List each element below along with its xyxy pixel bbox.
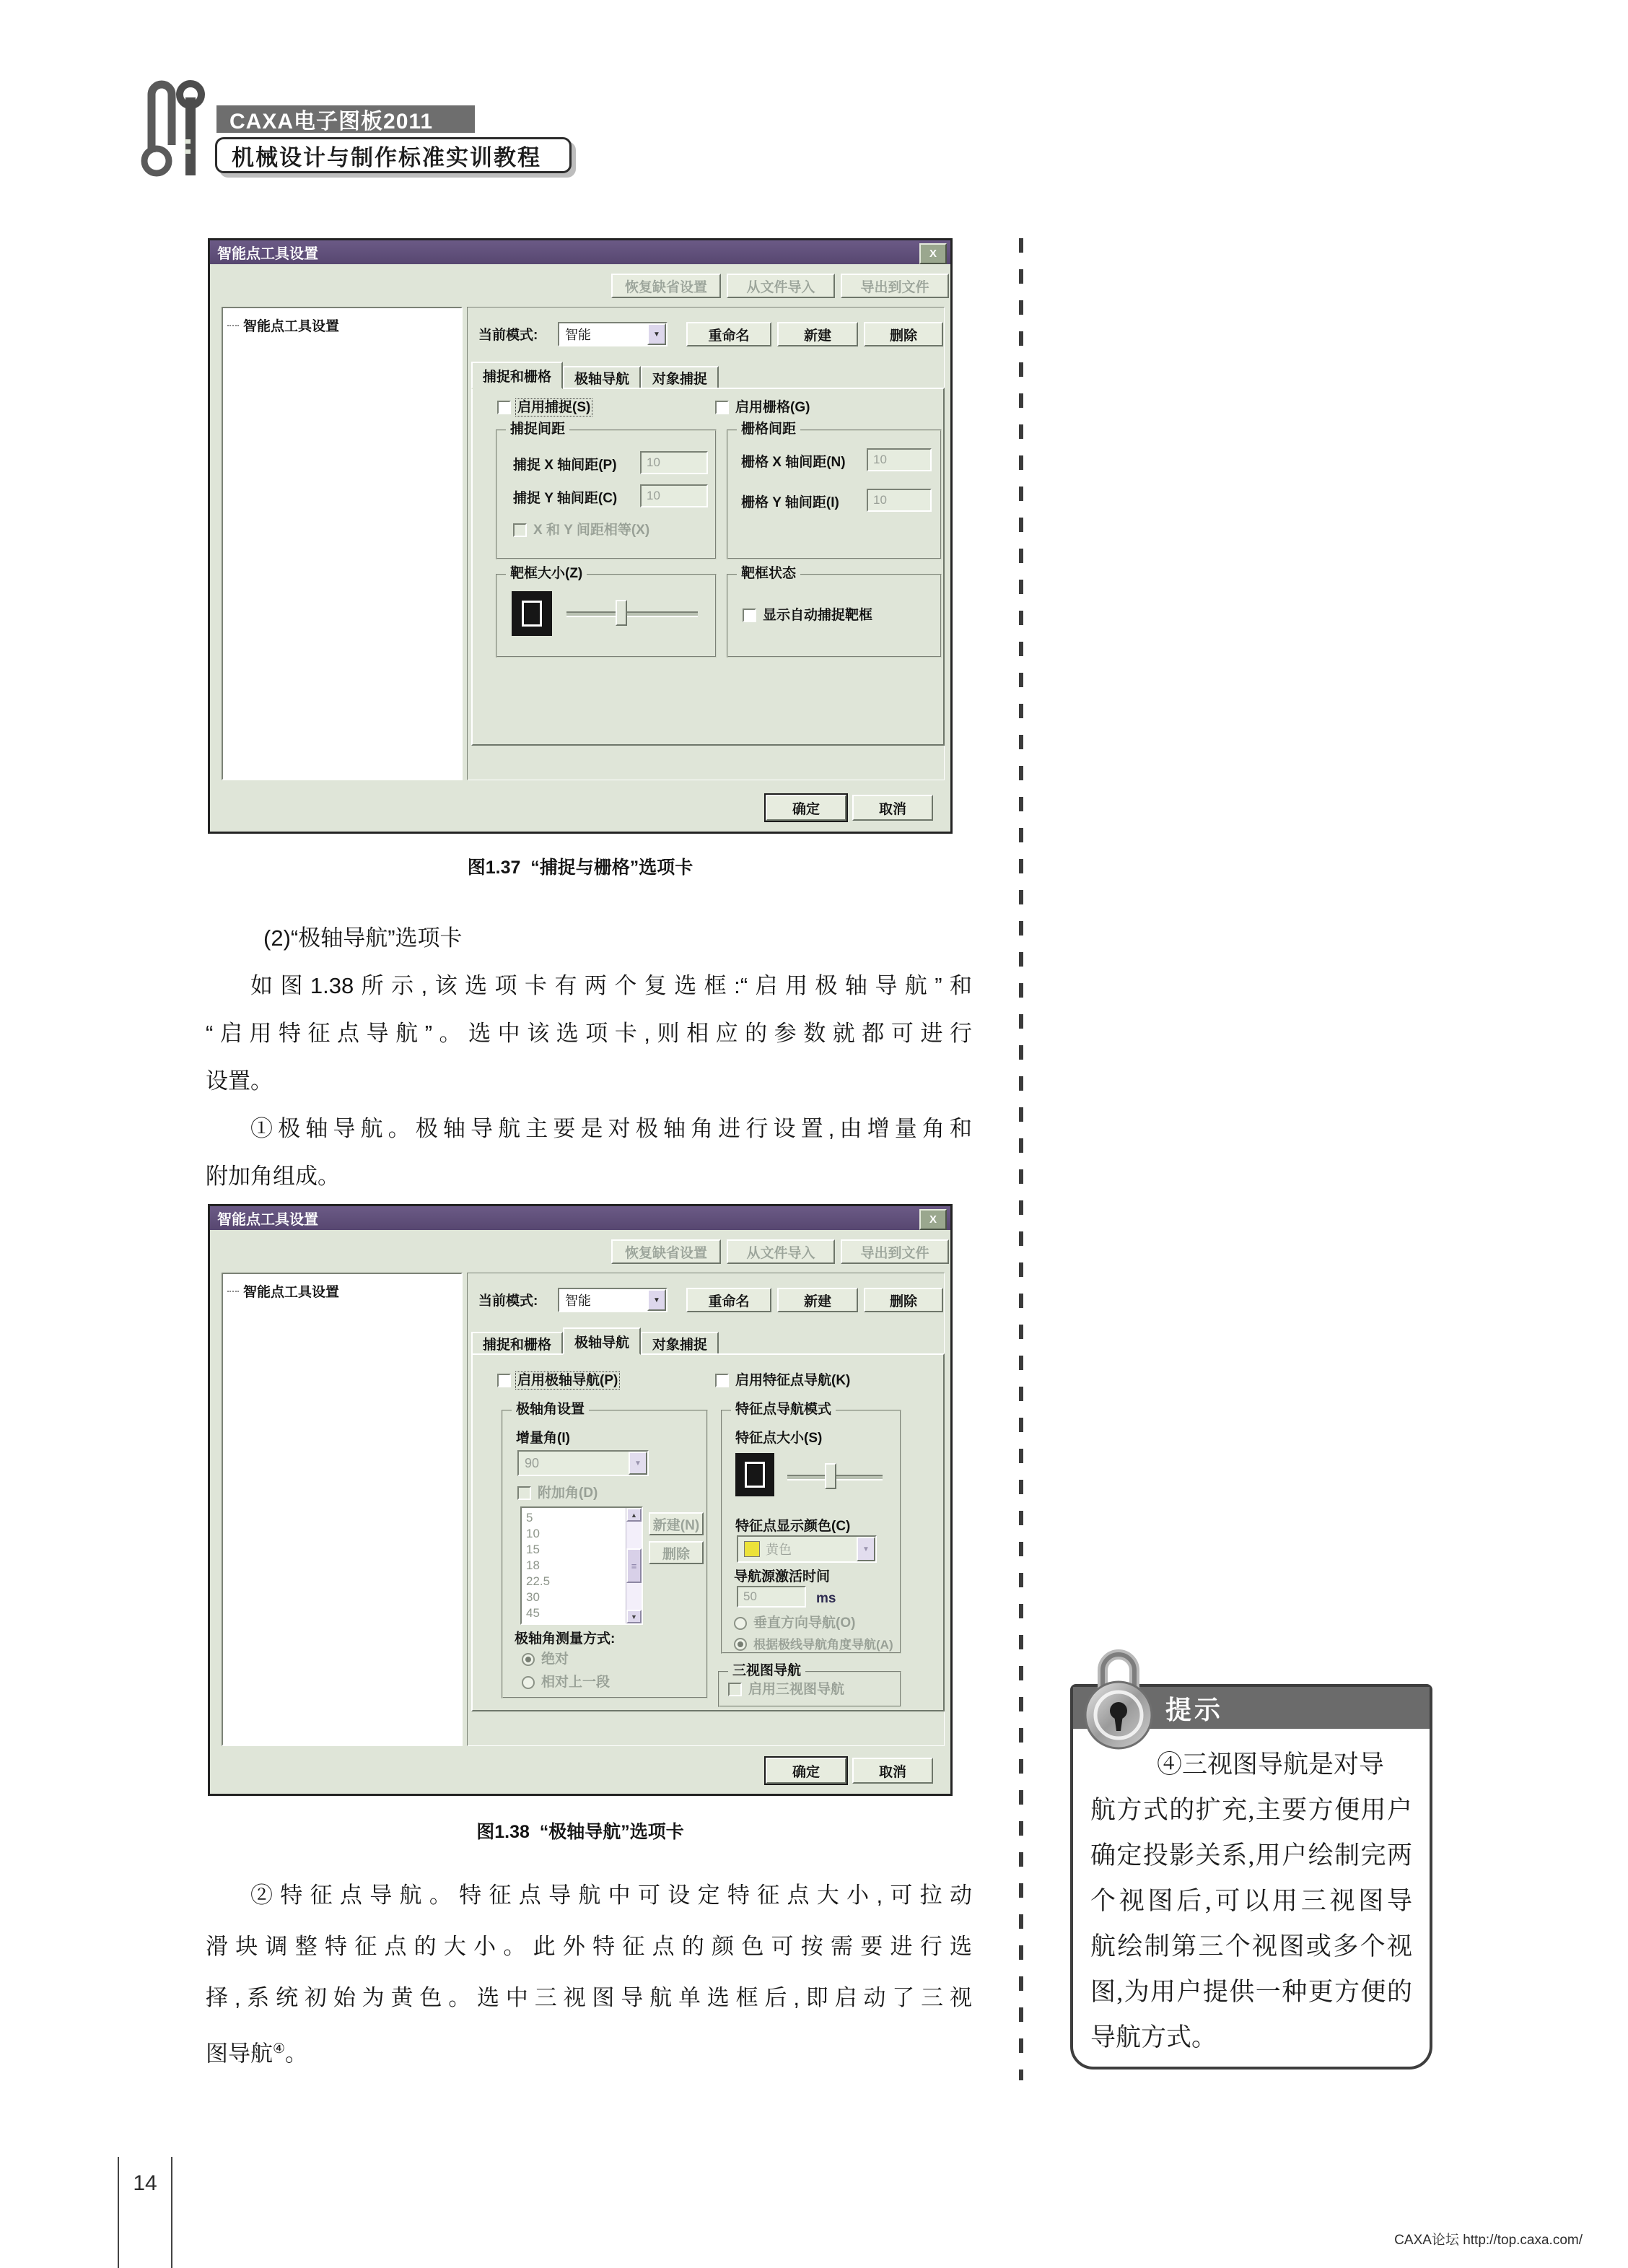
tab-strip [471, 360, 719, 389]
target-size-slider-track[interactable] [566, 611, 698, 617]
tab-polar-nav[interactable] [563, 1327, 641, 1355]
enable-polar-checkbox[interactable] [497, 1374, 511, 1387]
para2-line-text: 图导航 [206, 2041, 273, 2067]
dialog-smart-point-snap-grid [208, 238, 953, 834]
vertical-nav-radio-row [734, 1616, 855, 1630]
tab-snap-grid-label: 捕捉和栅格 [483, 369, 552, 385]
tab-polar-nav-label: 极轴导航 [574, 1335, 630, 1351]
increment-angle-label: 增量角(I) [516, 1431, 570, 1446]
header-series-text: CAXA电子图板2011 [229, 110, 434, 134]
target-state-group [727, 566, 942, 658]
ok-label: 确定 [792, 801, 820, 817]
figure-caption-137: 图1.37 “捕捉与栅格”选项卡 [467, 858, 693, 878]
cancel-button[interactable] [852, 1758, 933, 1784]
list-item[interactable]: 5 [526, 1511, 533, 1525]
tab-object-snap[interactable] [641, 1332, 719, 1353]
chevron-down-icon[interactable]: ▼ [647, 1289, 666, 1311]
close-icon[interactable] [919, 243, 947, 264]
close-glyph: X [929, 248, 937, 260]
list-item[interactable]: 15 [526, 1543, 540, 1556]
body-paragraph-2 [206, 1870, 972, 2075]
activation-time-input[interactable] [737, 1586, 806, 1608]
polar-angle-group-label: 极轴角设置 [512, 1403, 589, 1416]
tree-branch-line [227, 325, 239, 326]
angle-list-items [522, 1508, 626, 1623]
para1-line: “启用特征点导航”。选中该选项卡,则相应的参数就都可进行 [206, 1021, 972, 1046]
grid-x-label: 栅格 X 轴间距(N) [741, 455, 846, 470]
ok-button[interactable] [766, 795, 846, 821]
header-subtitle-banner [215, 137, 572, 173]
target-box-preview [512, 591, 552, 636]
scroll-up-icon[interactable]: ▲ [626, 1508, 642, 1522]
list-item[interactable]: 45 [526, 1606, 540, 1620]
absolute-label: 绝对 [541, 1652, 569, 1667]
tree-item-label: 智能点工具设置 [243, 1285, 340, 1300]
dialog-smart-point-polar-nav [208, 1204, 953, 1796]
tip-line: 航绘制第三个视图或多个视 [1090, 1932, 1412, 1960]
tab-object-snap[interactable] [641, 366, 719, 388]
new-label: 新建 [803, 1294, 831, 1309]
body-paragraph-1 [206, 915, 972, 1200]
grid-x-input[interactable] [867, 448, 932, 471]
vertical-nav-label: 垂直方向导航(O) [753, 1615, 856, 1631]
cancel-label: 取消 [878, 1764, 906, 1780]
rename-label: 重命名 [708, 1294, 750, 1309]
new-angle-button[interactable] [649, 1512, 704, 1535]
current-mode-value: 智能 [565, 1294, 591, 1308]
enable-snap-label: 启用捕捉(S) [517, 400, 591, 415]
xy-equal-row [513, 523, 649, 537]
absolute-radio[interactable] [522, 1653, 535, 1666]
new-angle-label: 新建(N) [652, 1517, 700, 1533]
snap-spacing-group [496, 422, 717, 559]
enable-feature-label: 启用特征点导航(K) [735, 1373, 851, 1388]
tip-line: 航方式的扩充,主要方便用户 [1090, 1796, 1412, 1824]
increment-angle-combo[interactable] [517, 1450, 649, 1476]
xy-equal-checkbox[interactable] [513, 523, 527, 537]
delete-button[interactable] [864, 322, 943, 346]
para1-line: 设置。 [206, 1068, 273, 1094]
settings-tree-panel [222, 1273, 463, 1746]
snap-x-label: 捕捉 X 轴间距(P) [513, 458, 617, 473]
tree-item-smart-point[interactable] [223, 1274, 461, 1308]
delete-button[interactable] [864, 1288, 943, 1312]
restore-defaults-button[interactable] [611, 274, 721, 298]
feature-box-inner [745, 1462, 765, 1488]
grid-x-value: 10 [873, 453, 887, 466]
feature-color-combo[interactable] [737, 1535, 877, 1563]
current-mode-combo[interactable] [558, 322, 668, 346]
activation-time-value: 50 [743, 1589, 757, 1603]
chevron-down-icon[interactable]: ▼ [647, 323, 666, 345]
footer-site-link[interactable]: CAXA论坛 http://top.caxa.com/ [1394, 2233, 1583, 2248]
para2-line: 滑块调整特征点的大小。此外特征点的颜色可按需要进行选 [206, 1934, 972, 1959]
para2-line: 择,系统初始为黄色。选中三视图导航单选框后,即启动了三视 [206, 1985, 972, 2010]
polar-angle-group [502, 1402, 708, 1698]
tab-snap-grid[interactable] [471, 1332, 563, 1353]
page-number: 14 [133, 2171, 157, 2195]
tab-strip [471, 1326, 719, 1355]
measure-mode-label: 极轴角测量方式: [515, 1631, 616, 1647]
angle-nav-label: 根据极线导航角度导航(A) [753, 1637, 893, 1652]
additional-angle-label: 附加角(D) [538, 1486, 598, 1501]
dialog-titlebar [210, 240, 950, 264]
delete-label: 删除 [889, 328, 917, 344]
close-glyph: X [929, 1213, 937, 1226]
rename-button[interactable] [686, 322, 771, 346]
tree-item-label: 智能点工具设置 [243, 319, 340, 334]
column-divider [1019, 238, 1023, 2080]
show-target-label: 显示自动捕捉靶框 [763, 608, 873, 623]
additional-angle-row [517, 1486, 598, 1500]
tab-polar-nav[interactable] [563, 366, 641, 388]
enable-polar-row [497, 1374, 618, 1387]
dialog-title: 智能点工具设置 [217, 1212, 318, 1228]
tip-line: 个视图后,可以用三视图导 [1090, 1887, 1412, 1915]
feature-size-slider-thumb[interactable] [825, 1463, 836, 1489]
target-size-group [496, 566, 717, 658]
para1-line: 附加角组成。 [206, 1164, 340, 1189]
grid-y-input[interactable] [867, 489, 932, 512]
footnote-marker: ④ [273, 2041, 286, 2057]
feature-nav-mode-group-label: 特征点导航模式 [731, 1403, 836, 1416]
delete-angle-button[interactable] [649, 1541, 704, 1564]
tab-snap-grid[interactable] [471, 362, 563, 389]
cancel-button[interactable] [852, 795, 933, 821]
footer-rule-right [171, 2157, 172, 2268]
scroll-down-icon[interactable]: ▼ [626, 1610, 642, 1623]
tree-item-smart-point[interactable] [223, 308, 461, 342]
ok-label: 确定 [792, 1764, 820, 1780]
snap-y-value: 10 [647, 489, 660, 502]
angle-nav-radio[interactable] [734, 1638, 747, 1651]
list-item[interactable]: 10 [526, 1527, 540, 1540]
current-mode-value: 智能 [565, 328, 591, 342]
feature-color-label: 特征点显示颜色(C) [735, 1519, 851, 1534]
three-view-label: 启用三视图导航 [748, 1682, 845, 1697]
three-view-checkbox[interactable] [728, 1683, 742, 1696]
angle-listbox[interactable] [520, 1506, 643, 1625]
relative-radio-row [522, 1675, 610, 1689]
vertical-nav-radio[interactable] [734, 1617, 747, 1630]
header-subtitle-text: 机械设计与制作标准实训教程 [232, 144, 541, 170]
rename-button[interactable] [686, 1288, 771, 1312]
restore-defaults-label: 恢复缺省设置 [624, 279, 707, 295]
scrollbar-thumb[interactable]: ≡ [626, 1548, 642, 1583]
feature-box-preview [735, 1453, 774, 1496]
export-to-file-button[interactable] [841, 1239, 949, 1264]
new-label: 新建 [803, 328, 831, 344]
xy-equal-label: X 和 Y 间距相等(X) [533, 523, 650, 538]
tab-snap-grid-label: 捕捉和栅格 [483, 1337, 552, 1353]
enable-grid-row [715, 401, 810, 414]
relative-radio[interactable] [522, 1676, 535, 1689]
rename-label: 重命名 [708, 328, 750, 344]
snap-y-label: 捕捉 Y 轴间距(C) [513, 491, 618, 506]
snap-spacing-group-label: 捕捉间距 [506, 422, 569, 436]
tip-line: 图,为用户提供一种更方便的 [1090, 1978, 1412, 2006]
current-mode-label: 当前模式: [478, 328, 538, 343]
delete-angle-label: 删除 [662, 1546, 690, 1562]
three-view-nav-group-label: 三视图导航 [728, 1664, 805, 1678]
color-swatch-yellow [744, 1541, 760, 1557]
caxa-logo-icon [134, 76, 221, 184]
enable-feature-row [715, 1374, 850, 1387]
target-state-group-label: 靶框状态 [737, 567, 800, 580]
three-view-nav-group [718, 1663, 901, 1707]
tip-line: ④三视图导航是对导 [1157, 1750, 1385, 1779]
list-scrollbar[interactable] [626, 1508, 642, 1623]
three-view-row [728, 1683, 844, 1696]
grid-spacing-group-label: 栅格间距 [737, 422, 800, 436]
tip-text [1073, 1742, 1430, 2060]
tip-title: 提示 [1165, 1694, 1224, 1724]
export-label: 导出到文件 [860, 1245, 929, 1261]
cancel-label: 取消 [878, 801, 906, 817]
list-item[interactable]: 22.5 [526, 1574, 551, 1588]
tip-line: 导航方式。 [1090, 2023, 1217, 2051]
angle-nav-radio-row [734, 1638, 893, 1651]
para2-last-line [206, 2023, 972, 2075]
feature-nav-mode-group [721, 1402, 901, 1654]
feature-size-label: 特征点大小(S) [735, 1431, 823, 1446]
new-button[interactable] [777, 1288, 858, 1312]
current-mode-combo[interactable] [558, 1288, 668, 1312]
para1-heading: (2)“极轴导航”选项卡 [263, 925, 463, 951]
snap-x-input[interactable] [640, 451, 708, 474]
lock-icon [1081, 1640, 1156, 1753]
grid-y-label: 栅格 Y 轴间距(I) [741, 495, 839, 510]
increment-angle-value: 90 [525, 1455, 540, 1470]
para1-line: 如图1.38所示,该选项卡有两个复选框:“启用极轴导航”和 [250, 973, 972, 998]
snap-x-value: 10 [647, 455, 660, 469]
tab-object-snap-label: 对象捕捉 [652, 371, 708, 387]
tip-line: 确定投影关系,用户绘制完两 [1090, 1841, 1412, 1870]
ms-unit-label: ms [816, 1591, 836, 1606]
delete-label: 删除 [889, 1294, 917, 1309]
target-size-slider-thumb[interactable] [616, 600, 627, 626]
additional-angle-checkbox[interactable] [517, 1486, 531, 1500]
current-mode-label: 当前模式: [478, 1294, 538, 1309]
list-item[interactable]: 30 [526, 1590, 540, 1604]
import-from-file-button[interactable] [727, 1239, 835, 1264]
list-item[interactable]: 18 [526, 1558, 540, 1572]
export-label: 导出到文件 [860, 279, 929, 295]
para2-period: 。 [285, 2041, 308, 2067]
snap-y-input[interactable] [640, 484, 708, 507]
grid-y-value: 10 [873, 493, 887, 507]
chevron-down-icon[interactable]: ▼ [629, 1452, 647, 1475]
target-box-inner [522, 601, 542, 627]
enable-snap-row [497, 401, 590, 414]
header-series-banner [216, 105, 475, 133]
chevron-down-icon[interactable]: ▼ [857, 1537, 875, 1561]
import-from-file-button[interactable] [727, 274, 835, 298]
activation-time-label: 导航源激活时间 [734, 1569, 831, 1584]
tree-branch-line [227, 1291, 239, 1292]
tab-polar-nav-label: 极轴导航 [574, 371, 630, 387]
para1-line: ①极轴导航。极轴导航主要是对极轴角进行设置,由增量角和 [250, 1116, 972, 1141]
relative-label: 相对上一段 [541, 1675, 610, 1690]
feature-color-value [738, 1537, 857, 1561]
para2-line: ②特征点导航。特征点导航中可设定特征点大小,可拉动 [250, 1883, 972, 1908]
import-label: 从文件导入 [746, 279, 815, 295]
enable-polar-label: 启用极轴导航(P) [517, 1373, 618, 1388]
grid-spacing-group [727, 422, 942, 559]
dialog-title: 智能点工具设置 [217, 246, 318, 262]
enable-grid-checkbox[interactable] [715, 401, 729, 414]
restore-defaults-label: 恢复缺省设置 [624, 1245, 707, 1261]
target-size-group-label: 靶框大小(Z) [506, 567, 587, 580]
show-target-checkbox[interactable] [743, 609, 756, 622]
figure-caption-138: 图1.38 “极轴导航”选项卡 [476, 1822, 684, 1842]
close-icon[interactable] [919, 1209, 947, 1230]
enable-feature-checkbox[interactable] [715, 1374, 729, 1387]
tab-object-snap-label: 对象捕捉 [652, 1337, 708, 1353]
restore-defaults-button[interactable] [611, 1239, 721, 1264]
feature-color-name: 黄色 [766, 1543, 792, 1557]
export-to-file-button[interactable] [841, 274, 949, 298]
settings-tree-panel [222, 307, 463, 780]
dialog-titlebar [210, 1206, 950, 1230]
import-label: 从文件导入 [746, 1245, 815, 1261]
new-button[interactable] [777, 322, 858, 346]
ok-button[interactable] [766, 1758, 846, 1784]
enable-snap-checkbox[interactable] [497, 401, 511, 414]
absolute-radio-row [522, 1652, 569, 1666]
enable-grid-label: 启用栅格(G) [735, 400, 810, 415]
show-target-row [743, 609, 872, 622]
